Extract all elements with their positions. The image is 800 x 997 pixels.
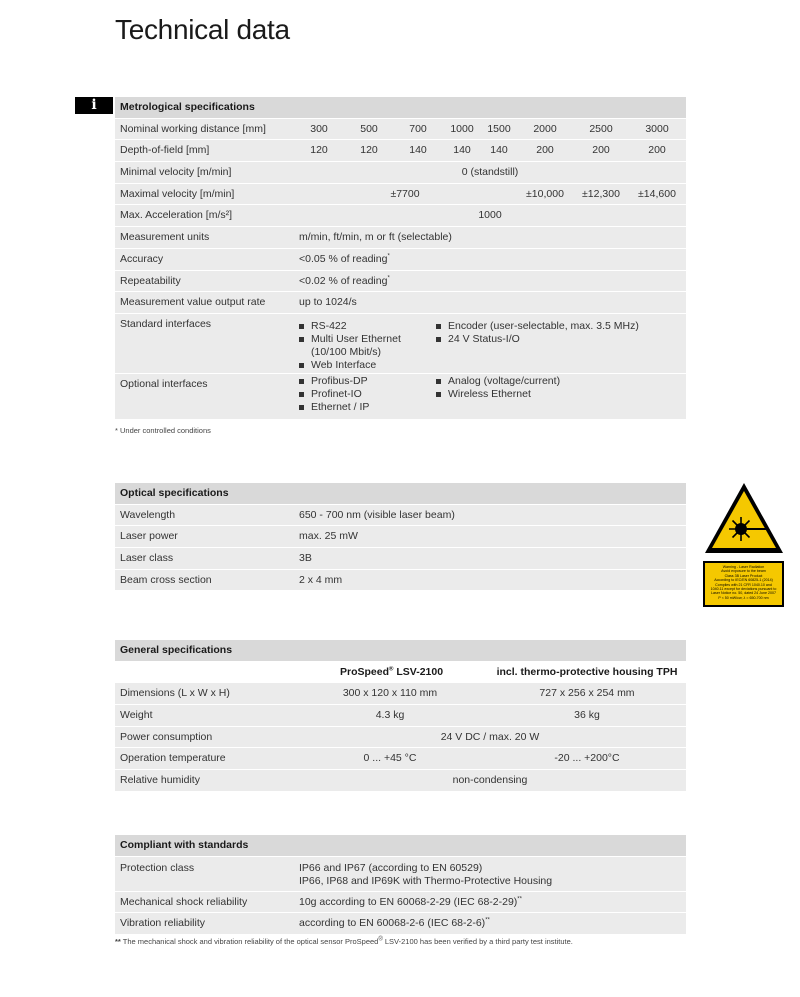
dimensions-label: Dimensions (L x W x H): [120, 687, 230, 700]
page-title: Technical data: [115, 14, 290, 45]
list-item: Profibus-DP: [299, 375, 369, 388]
repeatability-label: Repeatability: [120, 274, 181, 287]
dof-cell: 200: [648, 144, 666, 157]
table-row: [115, 548, 686, 570]
min-velocity-label: Minimal velocity [m/min]: [120, 166, 232, 179]
distance-cell: 2000: [533, 122, 557, 135]
humidity-value: non-condensing: [452, 774, 528, 787]
standard-interfaces-list-2: [436, 320, 639, 346]
dof-cell: 200: [592, 144, 610, 157]
distance-cell: 300: [310, 122, 328, 135]
standard-interfaces-label: Standard interfaces: [120, 317, 212, 330]
column-header-lsv2100: [340, 662, 444, 684]
dimensions-lsv: 300 x 120 x 110 mm: [342, 687, 438, 700]
vibration-row: [115, 913, 686, 935]
distance-cell: 1500: [487, 122, 511, 135]
laser-label-line: Warning - Laser Radiation: [722, 565, 765, 569]
general-header: General specifications: [115, 640, 686, 662]
protection-line-2: IP66, IP68 and IP69K with Thermo-Protective Housing: [299, 874, 553, 887]
max-velocity-label: Maximal velocity [m/min]: [120, 187, 235, 200]
weight-lsv: 4.3 kg: [375, 709, 405, 722]
protection-line-1: IP66 and IP67 (according to EN 60529): [299, 861, 483, 874]
footnote-text: The mechanical shock and vibration reliability of the optical sensor ProSpeed: [120, 937, 379, 946]
laser-class-label: Laser class: [120, 552, 174, 565]
repeatability-footnote-mark: *: [387, 275, 390, 281]
beam-cross-section-label: Beam cross section: [120, 573, 212, 586]
column-header-text: ProSpeed: [340, 665, 390, 678]
weight-tph: 36 kg: [574, 709, 600, 722]
accuracy-label: Accuracy: [120, 252, 164, 265]
protection-label: Protection class: [120, 861, 195, 874]
list-item: 24 V Status-I/O: [436, 333, 639, 346]
weight-label: Weight: [120, 709, 153, 722]
table-row: [115, 526, 686, 548]
optical-table: [115, 483, 686, 591]
units-value: m/min, ft/min, m or ft (selectable): [299, 231, 452, 244]
list-item: (10/100 Mbit/s): [311, 345, 382, 358]
power-row: [115, 727, 686, 749]
shock-value: 10g according to EN 60068-2-29 (IEC 68-2-29): [299, 895, 518, 908]
registered-mark: ®: [389, 666, 394, 673]
shock-row: [115, 892, 686, 914]
distance-cell: 3000: [645, 122, 669, 135]
laser-warning-label: [703, 561, 784, 607]
list-item: Web Interface: [299, 359, 401, 372]
min-velocity-row: [115, 162, 686, 184]
humidity-label: Relative humidity: [120, 774, 200, 787]
laser-warning-icon: [703, 481, 785, 555]
metrological-footnote: * Under controlled conditions: [115, 426, 211, 435]
output-rate-label: Measurement value output rate: [120, 296, 266, 309]
standards-table: [115, 835, 686, 935]
temperature-lsv: 0 ... +45 °C: [363, 752, 417, 765]
distance-cell: 500: [360, 122, 378, 135]
distance-cell: 700: [409, 122, 427, 135]
accuracy-value-wrap: [299, 249, 390, 271]
standards-footnote: [115, 937, 573, 946]
repeatability-value: <0.02 % of reading: [299, 274, 388, 287]
optional-interfaces-label: Optional interfaces: [120, 377, 208, 390]
laser-label-line: Avoid exposure to the beam: [721, 569, 766, 574]
vibration-label: Vibration reliability: [120, 917, 206, 930]
footnote-mark: **: [115, 937, 121, 946]
units-label: Measurement units: [120, 231, 210, 244]
list-item: Encoder (user-selectable, max. 3.5 MHz): [436, 320, 639, 333]
max-velocity-row: [115, 184, 686, 206]
column-header-text: LSV-2100: [393, 665, 444, 678]
dimensions-tph: 727 x 256 x 254 mm: [539, 687, 635, 700]
temperature-label: Operation temperature: [120, 752, 226, 765]
wavelength-label: Wavelength: [120, 508, 176, 521]
info-icon: i: [75, 97, 113, 114]
vibration-footnote-mark: **: [485, 917, 490, 924]
distance-row: [115, 119, 686, 141]
max-velocity-cell: ±10,000: [526, 187, 564, 200]
distance-cell: 2500: [589, 122, 613, 135]
beam-cross-section-value: 2 x 4 mm: [299, 573, 343, 586]
accuracy-footnote-mark: *: [387, 253, 390, 260]
general-table: [115, 640, 686, 792]
list-item: Multi User Ethernet: [299, 333, 401, 346]
output-rate-row: [115, 292, 686, 314]
repeatability-value-wrap: [299, 271, 390, 293]
list-item: RS-422: [299, 320, 401, 333]
dimensions-row: [115, 683, 686, 705]
dof-cell: 140: [453, 144, 471, 157]
list-item: Analog (voltage/current): [436, 375, 560, 388]
laser-label-line: According to IEC/EN 60825-1 (2014): [714, 578, 773, 583]
accuracy-value: <0.05 % of reading: [299, 252, 388, 265]
list-item: Wireless Ethernet: [436, 388, 560, 401]
humidity-row: [115, 770, 686, 792]
acceleration-label: Max. Acceleration [m/s²]: [120, 209, 233, 222]
acceleration-value: 1000: [478, 209, 502, 222]
max-velocity-cell: ±12,300: [582, 187, 620, 200]
laser-label-line: Class 3B Laser Product: [724, 573, 763, 578]
accuracy-row: [115, 249, 686, 271]
laser-power-label: Laser power: [120, 530, 178, 543]
footnote-text: LSV-2100 has been verified by a third party test institute.: [382, 937, 573, 946]
shock-label: Mechanical shock reliability: [120, 895, 248, 908]
max-velocity-cell: ±7700: [390, 187, 420, 200]
metrological-header: Metrological specifications: [115, 97, 686, 119]
laser-label-line: 1040.11 except for deviations pursuant to: [710, 587, 777, 592]
standard-interfaces-list-1: [299, 320, 401, 372]
power-label: Power consumption: [120, 730, 213, 743]
dof-row: [115, 140, 686, 162]
temperature-row: [115, 748, 686, 770]
dof-cell: 120: [360, 144, 378, 157]
wavelength-value: 650 - 700 nm (visible laser beam): [299, 508, 455, 521]
table-row: [115, 505, 686, 527]
temperature-tph: -20 ... +200°C: [554, 752, 620, 765]
list-item: Ethernet / IP: [299, 401, 369, 414]
laser-label-line: Complies with 21 CFR 1040.10 and: [715, 582, 772, 587]
shock-footnote-mark: **: [517, 896, 522, 903]
min-velocity-value: 0 (standstill): [461, 166, 519, 179]
vibration-value-wrap: [299, 913, 490, 935]
list-item: Profinet-IO: [299, 388, 369, 401]
standards-header: Compliant with standards: [115, 835, 686, 857]
dof-cell: 140: [409, 144, 427, 157]
dof-cell: 200: [536, 144, 554, 157]
acceleration-row: [115, 205, 686, 227]
distance-cell: 1000: [450, 122, 474, 135]
general-column-headers: [115, 662, 686, 684]
dof-label: Depth-of-field [mm]: [120, 144, 210, 157]
optical-header: Optical specifications: [115, 483, 686, 505]
laser-power-value: max. 25 mW: [299, 530, 358, 543]
shock-value-wrap: [299, 892, 522, 914]
output-rate-value: up to 1024/s: [299, 296, 357, 309]
distance-label: Nominal working distance [mm]: [120, 122, 266, 135]
standard-interfaces-row: [115, 314, 686, 374]
vibration-value: according to EN 60068-2-6 (IEC 68-2-6): [299, 917, 486, 930]
dof-cell: 120: [310, 144, 328, 157]
registered-mark: ®: [378, 936, 383, 943]
optional-interfaces-row: [115, 374, 686, 420]
dof-cell: 140: [490, 144, 508, 157]
power-value: 24 V DC / max. 20 W: [440, 730, 540, 743]
weight-row: [115, 705, 686, 727]
metrological-table: [115, 97, 686, 420]
column-header-tph: incl. thermo-protective housing TPH: [496, 665, 678, 678]
repeatability-row: [115, 271, 686, 293]
laser-label-line: Laser Notice no. 50, dated 24 June 2007: [711, 591, 776, 596]
protection-row: [115, 857, 686, 892]
max-velocity-cell: ±14,600: [638, 187, 676, 200]
laser-label-line: P < 50 mW/cw; λ = 650-700 nm: [718, 595, 769, 600]
laser-class-value: 3B: [299, 552, 312, 565]
optional-interfaces-list-2: [436, 375, 560, 401]
units-row: [115, 227, 686, 249]
table-row: [115, 570, 686, 592]
optional-interfaces-list-1: [299, 375, 369, 414]
